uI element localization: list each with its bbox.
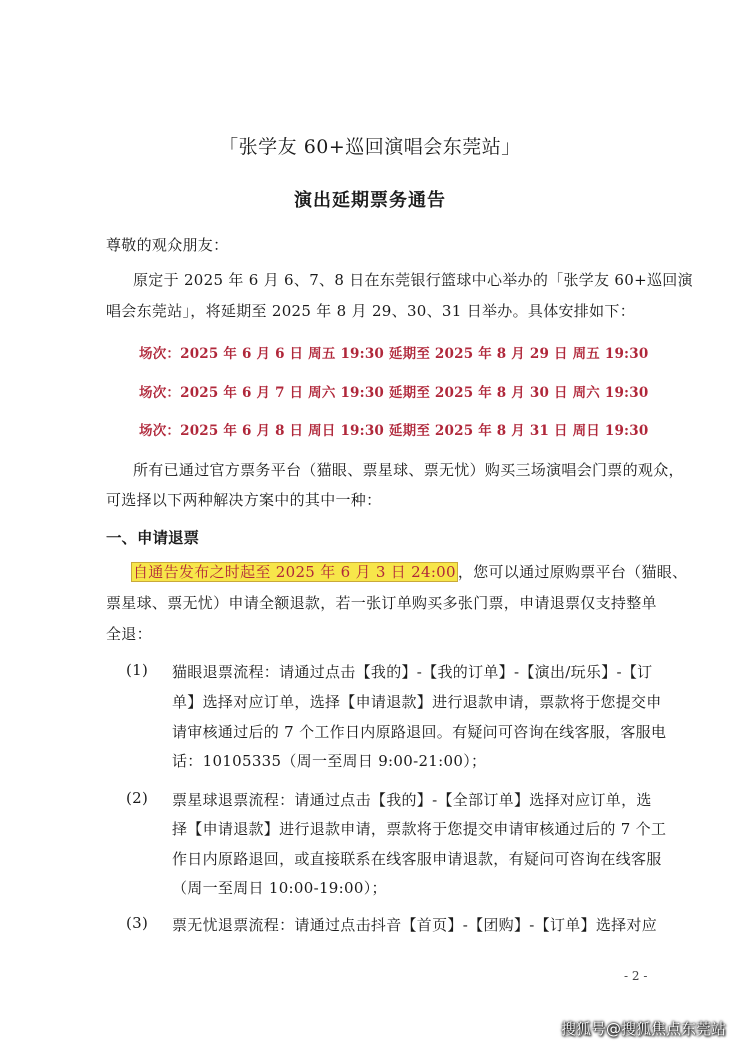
document-title: 「张学友 60+巡回演唱会东莞站」 <box>219 136 521 158</box>
section-1-line-2: 票星球、票无忧）申请全额退款，若一张订单购买多张门票，申请退票仅支持整单 <box>106 594 657 612</box>
session-1: 场次：2025 年 6 月 6 日 周五 19:30 延期至 2025 年 8 月 29 日 周五 19:30 <box>139 346 649 362</box>
item-2-line-4: （周一至周日 10:00-19:00）； <box>172 879 387 897</box>
document-subtitle: 演出延期票务通告 <box>294 190 446 211</box>
item-2-line-1: 票星球退票流程：请通过点击【我的】-【全部订单】选择对应订单，选 <box>172 791 652 809</box>
session-3: 场次：2025 年 6 月 8 日 周日 19:30 延期至 2025 年 8 月 31 日 周日 19:30 <box>139 423 649 439</box>
item-1-line-4: 话：10105335（周一至周日 9:00-21:00）； <box>172 752 487 770</box>
section-1-line-1-rest: ，您可以通过原购票平台（猫眼、 <box>457 563 688 581</box>
session-2: 场次：2025 年 6 月 7 日 周六 19:30 延期至 2025 年 8 月 30 日 周六 19:30 <box>139 385 649 401</box>
section-1-line-1 <box>131 561 687 582</box>
item-3-number: (3) <box>126 914 149 932</box>
item-1-number: (1) <box>126 661 149 679</box>
purchase-note-line-2: 可选择以下两种解决方案中的其中一种： <box>106 491 382 509</box>
deadline-highlight: 自通告发布之时起至 2025 年 6 月 3 日 24:00 <box>133 563 456 581</box>
item-1-line-3: 请审核通过后的 7 个工作日内原路退回。有疑问可咨询在线客服，客服电 <box>172 723 667 741</box>
intro-line-1: 原定于 2025 年 6 月 6、7、8 日在东莞银行篮球中心举办的「张学友 60+巡回演 <box>133 271 693 289</box>
page-number: - 2 - <box>624 969 648 983</box>
item-1-line-2: 单】选择对应订单，选择【申请退款】进行退款申请，票款将于您提交申 <box>172 693 662 711</box>
section-1-line-3: 全退： <box>106 625 152 643</box>
greeting: 尊敬的观众朋友： <box>106 236 229 254</box>
purchase-note-line-1: 所有已通过官方票务平台（猫眼、票星球、票无忧）购买三场演唱会门票的观众， <box>133 461 684 479</box>
item-2-line-3: 作日内原路退回，或直接联系在线客服申请退款，有疑问可咨询在线客服 <box>172 850 662 868</box>
item-2-line-2: 择【申请退款】进行退款申请，票款将于您提交申请审核通过后的 7 个工 <box>172 820 667 838</box>
item-3-line-1: 票无忧退票流程：请通过点击抖音【首页】-【团购】-【订单】选择对应 <box>172 916 658 934</box>
item-2-number: (2) <box>126 789 149 807</box>
section-1-heading: 一、申请退票 <box>106 528 200 547</box>
item-1-line-1: 猫眼退票流程：请通过点击【我的】-【我的订单】-【演出/玩乐】-【订 <box>172 663 653 681</box>
intro-line-2: 唱会东莞站」，将延期至 2025 年 8 月 29、30、31 日举办。具体安排如下： <box>106 302 635 320</box>
source-watermark: 搜狐号@搜狐焦点东莞站 <box>560 1020 726 1038</box>
